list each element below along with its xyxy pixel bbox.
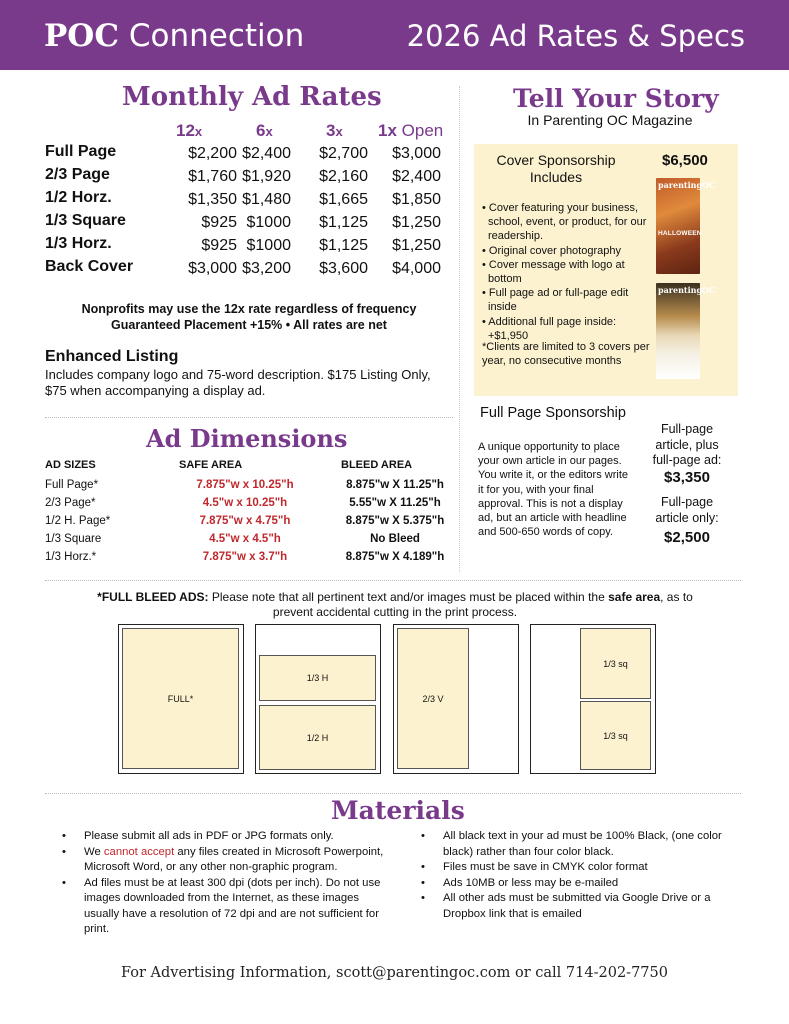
fullpage-opt2-label: Full-page article only: [655, 495, 719, 525]
rate-row: Full Page $2,200 $2,400 $2,700 $3,000 [45, 143, 441, 162]
footer-contact: For Advertising Information, scott@parentingoc.com or call 714-202-7750 [121, 965, 668, 981]
dimensions-title: Ad Dimensions [146, 424, 348, 453]
list-item: • Files must be save in CMYK color format [419, 860, 749, 876]
story-subtitle: In Parenting OC Magazine [527, 112, 693, 128]
header-bar [0, 0, 789, 70]
list-item: • Full page ad or full-page edit inside [482, 287, 629, 314]
clients-note: *Clients are limited to 3 covers per year, no consecutive months [482, 341, 650, 368]
third-h-block: 1/3 H [259, 655, 376, 701]
fullpage-opt2-price: $2,500 [664, 529, 710, 546]
brand-bold: POC [44, 18, 119, 54]
divider [45, 417, 453, 418]
cover-title: Cover Sponsorship Includes [496, 152, 616, 185]
enhanced-listing-title: Enhanced Listing [45, 348, 179, 365]
list-item: • All black text in your ad must be 100% Black, (one color black) rather than four color black. [419, 829, 749, 860]
dim-head-bleed: BLEED AREA [341, 459, 413, 471]
list-item: • All other ads must be submitted via Google Drive or a Dropbox link that is emailed [419, 891, 749, 922]
full-page-diagram [118, 624, 244, 774]
dim-head-safe: SAFE AREA [179, 459, 243, 471]
magazine-cover-image: parentingOC HALLOWEEN [656, 178, 700, 274]
list-item: • Additional full page inside: +$1,950 [482, 315, 617, 342]
fullpage-title: Full Page Sponsorship [480, 405, 626, 421]
list-item: • Please submit all ads in PDF or JPG formats only. [60, 829, 390, 845]
third-square-diagram [530, 624, 656, 774]
fullpage-opt1-price: $3,350 [664, 469, 710, 486]
cover-bullets [482, 201, 647, 343]
two-third-diagram [393, 624, 519, 774]
rate-row: 1/3 Horz. $925 $1000 $1,125 $1,250 [45, 235, 441, 254]
rates-col-6x: 6x [256, 121, 273, 140]
list-item: • Ads 10MB or less may be e-mailed [419, 876, 749, 892]
divider [45, 793, 741, 794]
cover-price: $6,500 [662, 152, 708, 169]
fullpage-desc: A unique opportunity to place your own article in our pages. You write it, or the editors write it for you, with your final approval. This is not a display ad, but an article with headline and 500-650 words of copy. [478, 441, 628, 539]
divider [45, 580, 741, 581]
dim-row: 2/3 Page* 4.5"w x 10.25"h 5.55"w X 11.25"h [45, 497, 441, 509]
two-third-v-block: 2/3 V [397, 628, 469, 769]
placement-note: Guaranteed Placement +15% • All rates are net [111, 318, 387, 332]
cover-sponsorship-box [474, 144, 738, 396]
materials-right-list [419, 829, 749, 922]
rate-row: 1/3 Square $925 $1000 $1,125 $1,250 [45, 212, 441, 231]
list-item: • Cover message with logo at bottom [482, 258, 625, 286]
nonprofit-note: Nonprofits may use the 12x rate regardless of frequency [81, 302, 417, 316]
dim-row: 1/2 H. Page* 7.875"w x 4.75"h 8.875"w X 5.375"h [45, 515, 445, 527]
half-h-block: 1/2 H [259, 705, 376, 770]
list-item: • We cannot accept any files created in Microsoft Powerpoint, Microsoft Word, or any other non-graphic program. [60, 845, 390, 876]
rates-title: Monthly Ad Rates [122, 82, 382, 112]
list-item: • Original cover photography [482, 244, 621, 257]
magazine-spread-image: parentingOC [656, 283, 700, 379]
dim-row: Full Page* 7.875"w x 10.25"h 8.875"w X 11.25"h [45, 479, 444, 491]
brand-logo [44, 18, 304, 54]
third-sq-block-top: 1/3 sq [580, 628, 651, 699]
page-title: 2026 Ad Rates & Specs [406, 19, 745, 53]
materials-left-list [60, 829, 390, 938]
bleed-note: *FULL BLEED ADS: Please note that all pertinent text and/or images must be placed within the safe area, as to prevent accidental cutting in the print process. [97, 590, 693, 619]
half-third-diagram [255, 624, 381, 774]
dim-head-size: AD SIZES [45, 459, 96, 471]
rates-col-12x: 12x [176, 121, 203, 140]
full-block: FULL* [122, 628, 239, 769]
enhanced-listing-text: Includes company logo and 75-word description. $175 Listing Only, $75 when accompanying a display ad. [45, 367, 431, 398]
rate-row: 1/2 Horz. $1,350 $1,480 $1,665 $1,850 [45, 189, 441, 208]
rates-col-1x: 1x Open [378, 121, 444, 140]
materials-title: Materials [331, 796, 465, 825]
dim-row: 1/3 Horz.* 7.875"w x 3.7"h 8.875"w X 4.189"h [45, 551, 445, 563]
fullpage-opt1-label: Full-page article, plus full-page ad: [652, 422, 722, 467]
list-item: • Cover featuring your business, school, event, or product, for our readership. [482, 202, 647, 243]
dim-row: 1/3 Square 4.5"w x 4.5"h No Bleed [45, 533, 420, 545]
brand-light: Connection [128, 18, 305, 54]
list-item: • Ad files must be at least 300 dpi (dots per inch). Do not use images downloaded from the Internet, as these images usually have a resolution of 72 dpi and are not sufficient for print. [60, 876, 390, 938]
rate-row: 2/3 Page $1,760 $1,920 $2,160 $2,400 [45, 166, 441, 185]
rates-col-3x: 3x [326, 121, 343, 140]
rate-row: Back Cover $3,000 $3,200 $3,600 $4,000 [45, 258, 441, 277]
story-title: Tell Your Story [513, 84, 719, 113]
third-sq-block-bottom: 1/3 sq [580, 701, 651, 770]
